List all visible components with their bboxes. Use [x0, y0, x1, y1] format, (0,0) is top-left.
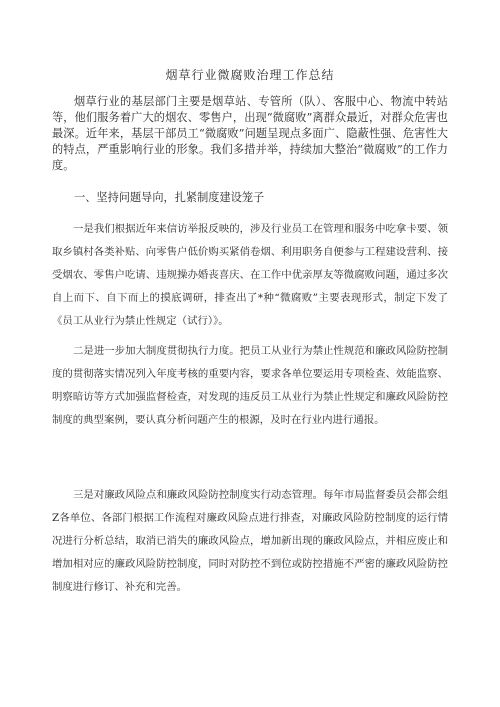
- body-paragraph-1: 一是我们根据近年来信访举报反映的，涉及行业员工在管理和服务中吃拿卡要、领取乡镇村各类补贴、向零售户低价购买紧俏卷烟、利用职务自便参与工程建设营利、接受烟农、零售户吃请、违规操办婚丧喜庆、在工作中优亲厚友等微腐败问题，通过多次自上而下、自下而上的摸底调研，排查出了*种“微腐败”主要表现形式，制定下发了《员工从业行为禁止性规定（试行）》。: [52, 223, 448, 327]
- body-paragraph-2: 二是进一步加大制度贯彻执行力度。把员工从业行为禁止性规范和廉政风险防控制度的贯彻落实情况列入年度考核的重要内容，要求各单位要运用专项检查、效能监察、明察暗访等方式加强监督检查，对发现的违反员工从业行为禁止性规定和廉政风险防控制度的典型案例，要认真分析问题产生的根源，及时在行业内进行通报。: [52, 345, 448, 426]
- intro-paragraph: 烟草行业的基层部门主要是烟草站、专管所（队）、客服中心、物流中转站等，他们服务着广大的烟农、零售户，出现“微腐败”离群众最近，对群众危害也最深。近年来，基层干部员工“微腐败”问题呈现点多面广、隐蔽性强、危害性大的特点，严重影响行业的形象。我们多措并举，持续加大整治“微腐败”的工作力度。: [52, 95, 448, 172]
- document-title: 烟草行业微腐败治理工作总结: [165, 68, 335, 82]
- body-paragraph-3: 三是对廉政风险点和廉政风险防控制度实行动态管理。每年市局监督委员会都会组Z各单位、各部门根据工作流程对廉政风险点进行排查，对廉政风险防控制度的运行情况进行分析总结，取消已消失的廉政风险点，增加新出现的廉政风险点，并相应废止和增加相对应的廉政风险防控制度，同时对防控不到位或防控措施不严密的廉政风险防控制度进行修订、补充和完善。: [52, 489, 448, 593]
- section-heading: 一、坚持问题导向，扎紧制度建设笼子: [74, 191, 265, 204]
